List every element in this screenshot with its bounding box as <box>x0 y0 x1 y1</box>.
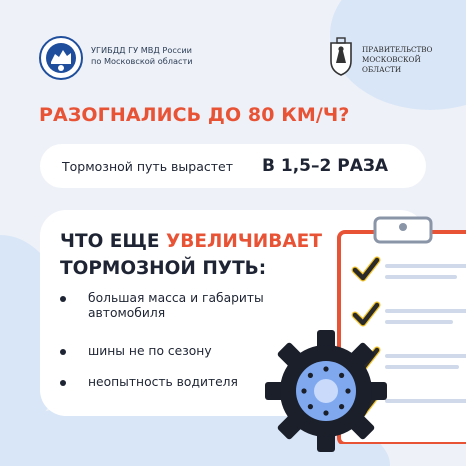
headline: РАЗОГНАЛИСЬ ДО 80 КМ/Ч? <box>39 104 350 126</box>
org-right-line1: ПРАВИТЕЛЬСТВО <box>362 45 433 54</box>
info-pill <box>40 144 426 188</box>
org-right-line3: ОБЛАСТИ <box>362 64 402 74</box>
coat-of-arms-icon <box>327 37 355 77</box>
card-title-line2: ТОРМОЗНОЙ ПУТЬ: <box>60 258 267 279</box>
card-title <box>60 228 322 282</box>
pill-strong-text: В 1,5–2 РАЗА <box>262 156 389 176</box>
bullet-icon <box>60 380 66 386</box>
gear-wheel-icon <box>265 330 387 452</box>
org-name-right <box>362 45 452 74</box>
bullet-icon <box>60 349 66 355</box>
org-left-line2: по Московской области <box>91 55 193 66</box>
org-right-line2: МОСКОВСКОЙ <box>362 54 421 64</box>
list-item <box>60 375 238 390</box>
org-left-line1: УГИБДД ГУ МВД России <box>91 45 192 55</box>
list-item <box>60 291 264 321</box>
list-item <box>60 344 212 359</box>
list-item-line1: шины не по сезону <box>88 344 212 358</box>
police-emblem-icon <box>39 36 83 80</box>
card-title-part1: ЧТО ЕЩЕ <box>60 231 166 252</box>
list-item-line1: неопытность водителя <box>88 375 238 389</box>
bullet-icon <box>60 296 66 302</box>
list-item-line1: большая масса и габариты <box>88 291 264 305</box>
card-title-highlight: УВЕЛИЧИВАЕТ <box>165 231 322 252</box>
pill-text: Тормозной путь вырастет <box>62 158 234 174</box>
list-item-line2: автомобиля <box>88 306 166 320</box>
org-name-left <box>91 45 216 66</box>
